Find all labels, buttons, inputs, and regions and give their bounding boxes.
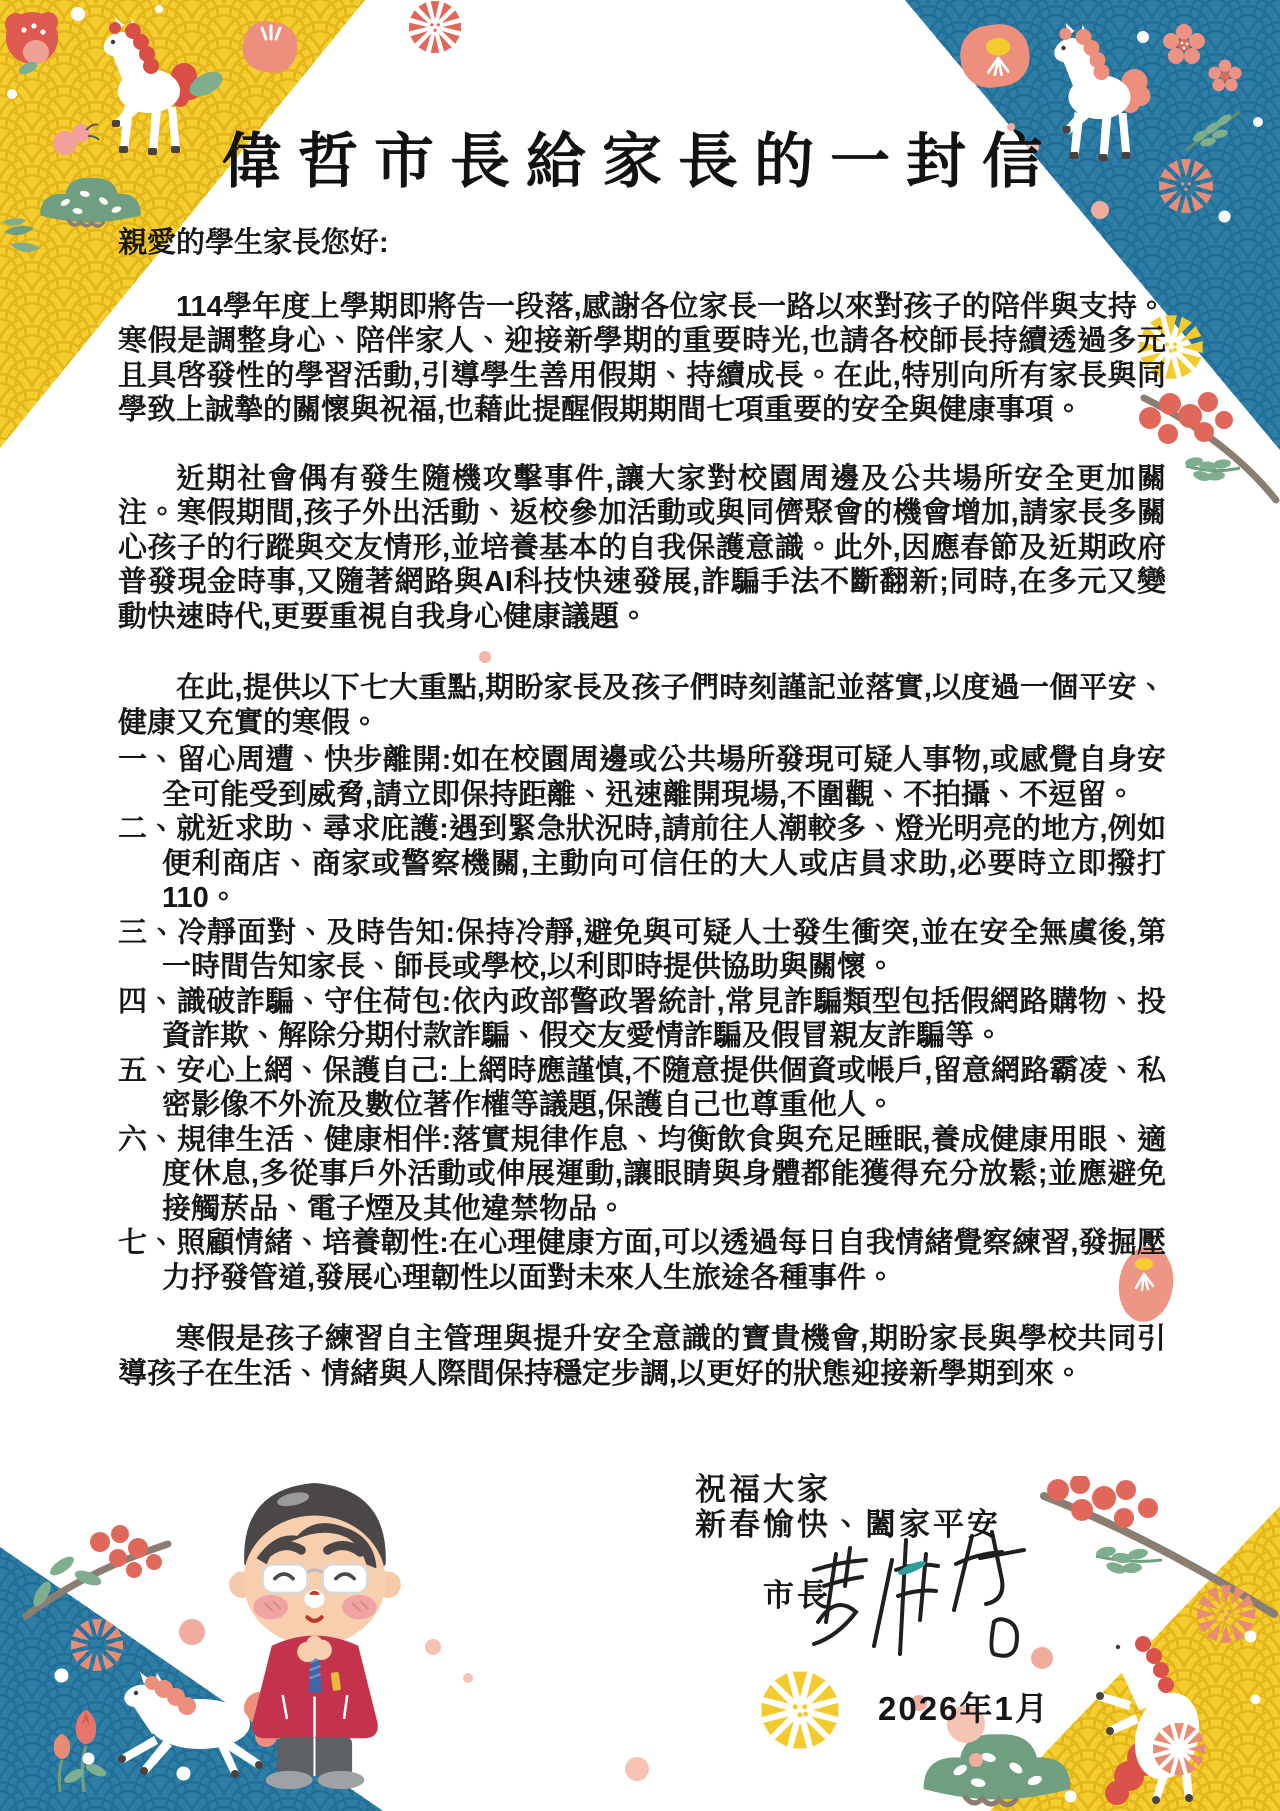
paragraph-2: 近期社會偶有發生隨機攻擊事件,讓大家對校園周邊及公共場所安全更加關注。寒假期間,孩子外出活動、返校參加活動或與同儕聚會的機會增加,請家長多關心孩子的行蹤與交友情形,並培養基本的自我保護意識。此外,因應春節及近期政府普發現金時事,又隨著網路與AI科技快速發展,詐騙手法不斷翻新;同時,在多元又變動快速時代,更要重視自我身心健康議題。 bbox=[118, 462, 1166, 633]
item-number: 七、 bbox=[118, 1227, 177, 1259]
plum-blossom-icon bbox=[1206, 58, 1244, 96]
white-dot bbox=[154, 4, 164, 14]
item-text: 安心上網、保護自己:上網時應謹慎,不隨意提供個資或帳戶,留意網路霸凌、私密影像不外流及數位著作權等議題,保護自己也尊重他人。 bbox=[162, 1054, 1166, 1121]
salmon-dot bbox=[178, 1618, 206, 1646]
tulip-flowers-icon bbox=[44, 1700, 120, 1796]
white-dot bbox=[54, 1668, 69, 1683]
item-text: 就近求助、尋求庇護:遇到緊急狀況時,請前往人潮較多、燈光明亮的地方,例如便利商店、商家或警察機關,主動向可信任的大人或店員求助,必要時立即撥打110。 bbox=[162, 813, 1166, 914]
list-item bbox=[118, 743, 1166, 812]
white-dot bbox=[1136, 30, 1150, 44]
salmon-dot bbox=[424, 1638, 442, 1656]
signer-role: 市長 bbox=[763, 1578, 831, 1613]
paragraph-3: 在此,提供以下七大重點,期盼家長及孩子們時刻謹記並落實,以度過一個平安、健康又充實的寒假。 bbox=[118, 672, 1166, 739]
white-dot bbox=[176, 1766, 191, 1781]
item-text: 規律生活、健康相伴:落實規律作息、均衡飲食與充足睡眠,養成健康用眼、適度休息,多從事戶外活動或伸展運動,讓眼睛與身體都能獲得充分放鬆;並應避免接觸菸品、電子煙及其他違禁物品。 bbox=[162, 1123, 1166, 1225]
item-number: 四、 bbox=[118, 985, 177, 1018]
paragraph-1: 114學年度上學期即將告一段落,感謝各位家長一路以來對孩子的陪伴與支持。寒假是調整身心、陪伴家人、迎接新學期的重要時光,也請各校師長持續透過多元且具啓發性的學習活動,引導學生善用假期、持續成長。在此,特別向所有家長與同學致上誠摯的關懷與祝福,也藉此提醒假期期間七項重要的安全與健康事項。 bbox=[118, 290, 1166, 426]
white-dot bbox=[70, 6, 86, 22]
letter-body bbox=[118, 226, 1166, 1391]
salmon-dot bbox=[1090, 200, 1110, 220]
blessing bbox=[695, 1472, 1001, 1542]
closing-paragraph: 寒假是孩子練習自主管理與提升安全意識的寶貴機會,期盼家長與學校共同引導孩子在生活、情緒與人際間保持穩定步調,以更好的狀態迎接新學期到來。 bbox=[118, 1323, 1166, 1390]
white-dot bbox=[1252, 116, 1264, 128]
white-dot bbox=[6, 88, 18, 100]
list-item bbox=[118, 1054, 1166, 1123]
item-text: 識破詐騙、守住荷包:依內政部警政署統計,常見詐騙類型包括假網路購物、投資詐欺、解除分期付款詐騙、假交友愛情詐騙及假冒親友詐騙等。 bbox=[162, 985, 1166, 1052]
item-number: 三、 bbox=[118, 916, 178, 949]
list-item bbox=[118, 985, 1166, 1054]
white-dot bbox=[1064, 1790, 1077, 1803]
item-number: 一、 bbox=[118, 744, 177, 776]
letter-date: 2026年1月 bbox=[878, 1690, 1050, 1727]
berry-branch-icon bbox=[22, 1520, 172, 1620]
list-item bbox=[118, 1226, 1166, 1295]
list-item bbox=[118, 916, 1166, 985]
bamboo-leaves-icon bbox=[0, 214, 56, 260]
green-sprig-icon bbox=[1182, 104, 1244, 156]
item-text: 留心周遭、快步離開:如在校園周邊或公共場所發現可疑人事物,或感覺自身安全可能受到威脅,請立即保持距離、迅速離開現場,不圍觀、不拍攝、不逗留。 bbox=[162, 744, 1166, 811]
red-starburst-flower-icon bbox=[406, 0, 464, 54]
item-number: 五、 bbox=[118, 1054, 177, 1087]
item-number: 六、 bbox=[118, 1123, 177, 1156]
white-dot bbox=[1250, 1694, 1261, 1705]
item-number: 二、 bbox=[118, 813, 177, 845]
salmon-starburst-flower-icon bbox=[1158, 158, 1214, 214]
item-text: 照顧情緒、培養韌性:在心理健康方面,可以透過每日自我情緒覺察練習,發掘壓力抒發管道,發展心理韌性以面對未來人生旅途各種事件。 bbox=[162, 1227, 1166, 1294]
salmon-starburst-flower-icon bbox=[1152, 1722, 1206, 1776]
plum-blossom-icon bbox=[1160, 22, 1208, 70]
page-title: 偉哲市長給家長的一封信 bbox=[222, 128, 1058, 196]
salmon-dot bbox=[624, 1756, 650, 1782]
white-horse-standing-icon bbox=[88, 14, 198, 164]
white-dot bbox=[82, 1752, 95, 1765]
greeting: 親愛的學生家長您好: bbox=[118, 227, 389, 259]
blessing-line-1: 祝福大家 bbox=[695, 1472, 831, 1507]
camellia-flower-icon bbox=[956, 18, 1036, 98]
pink-bud-icon bbox=[16, 36, 56, 78]
butterfly-icon bbox=[48, 118, 100, 160]
white-dot bbox=[1218, 210, 1231, 223]
mayor-signature bbox=[804, 1522, 1044, 1702]
list-item bbox=[118, 1123, 1166, 1227]
salmon-dot bbox=[968, 1752, 984, 1768]
key-points-list bbox=[118, 743, 1166, 1295]
list-item bbox=[118, 812, 1166, 916]
white-dot bbox=[1244, 1630, 1257, 1643]
salmon-dot bbox=[462, 1672, 474, 1684]
blessing-line-2: 新春愉快、闔家平安 bbox=[695, 1507, 1001, 1542]
pine-icon bbox=[912, 1726, 1082, 1810]
green-leaf-icon bbox=[184, 66, 228, 102]
item-text: 冷靜面對、及時告知:保持冷靜,避免與可疑人士發生衝突,並在安全無虞後,第一時間告知家長、師長或學校,以利即時提供協助與關懷。 bbox=[162, 916, 1166, 983]
mayor-cartoon bbox=[226, 1470, 404, 1792]
camellia-flower-icon bbox=[238, 14, 302, 82]
